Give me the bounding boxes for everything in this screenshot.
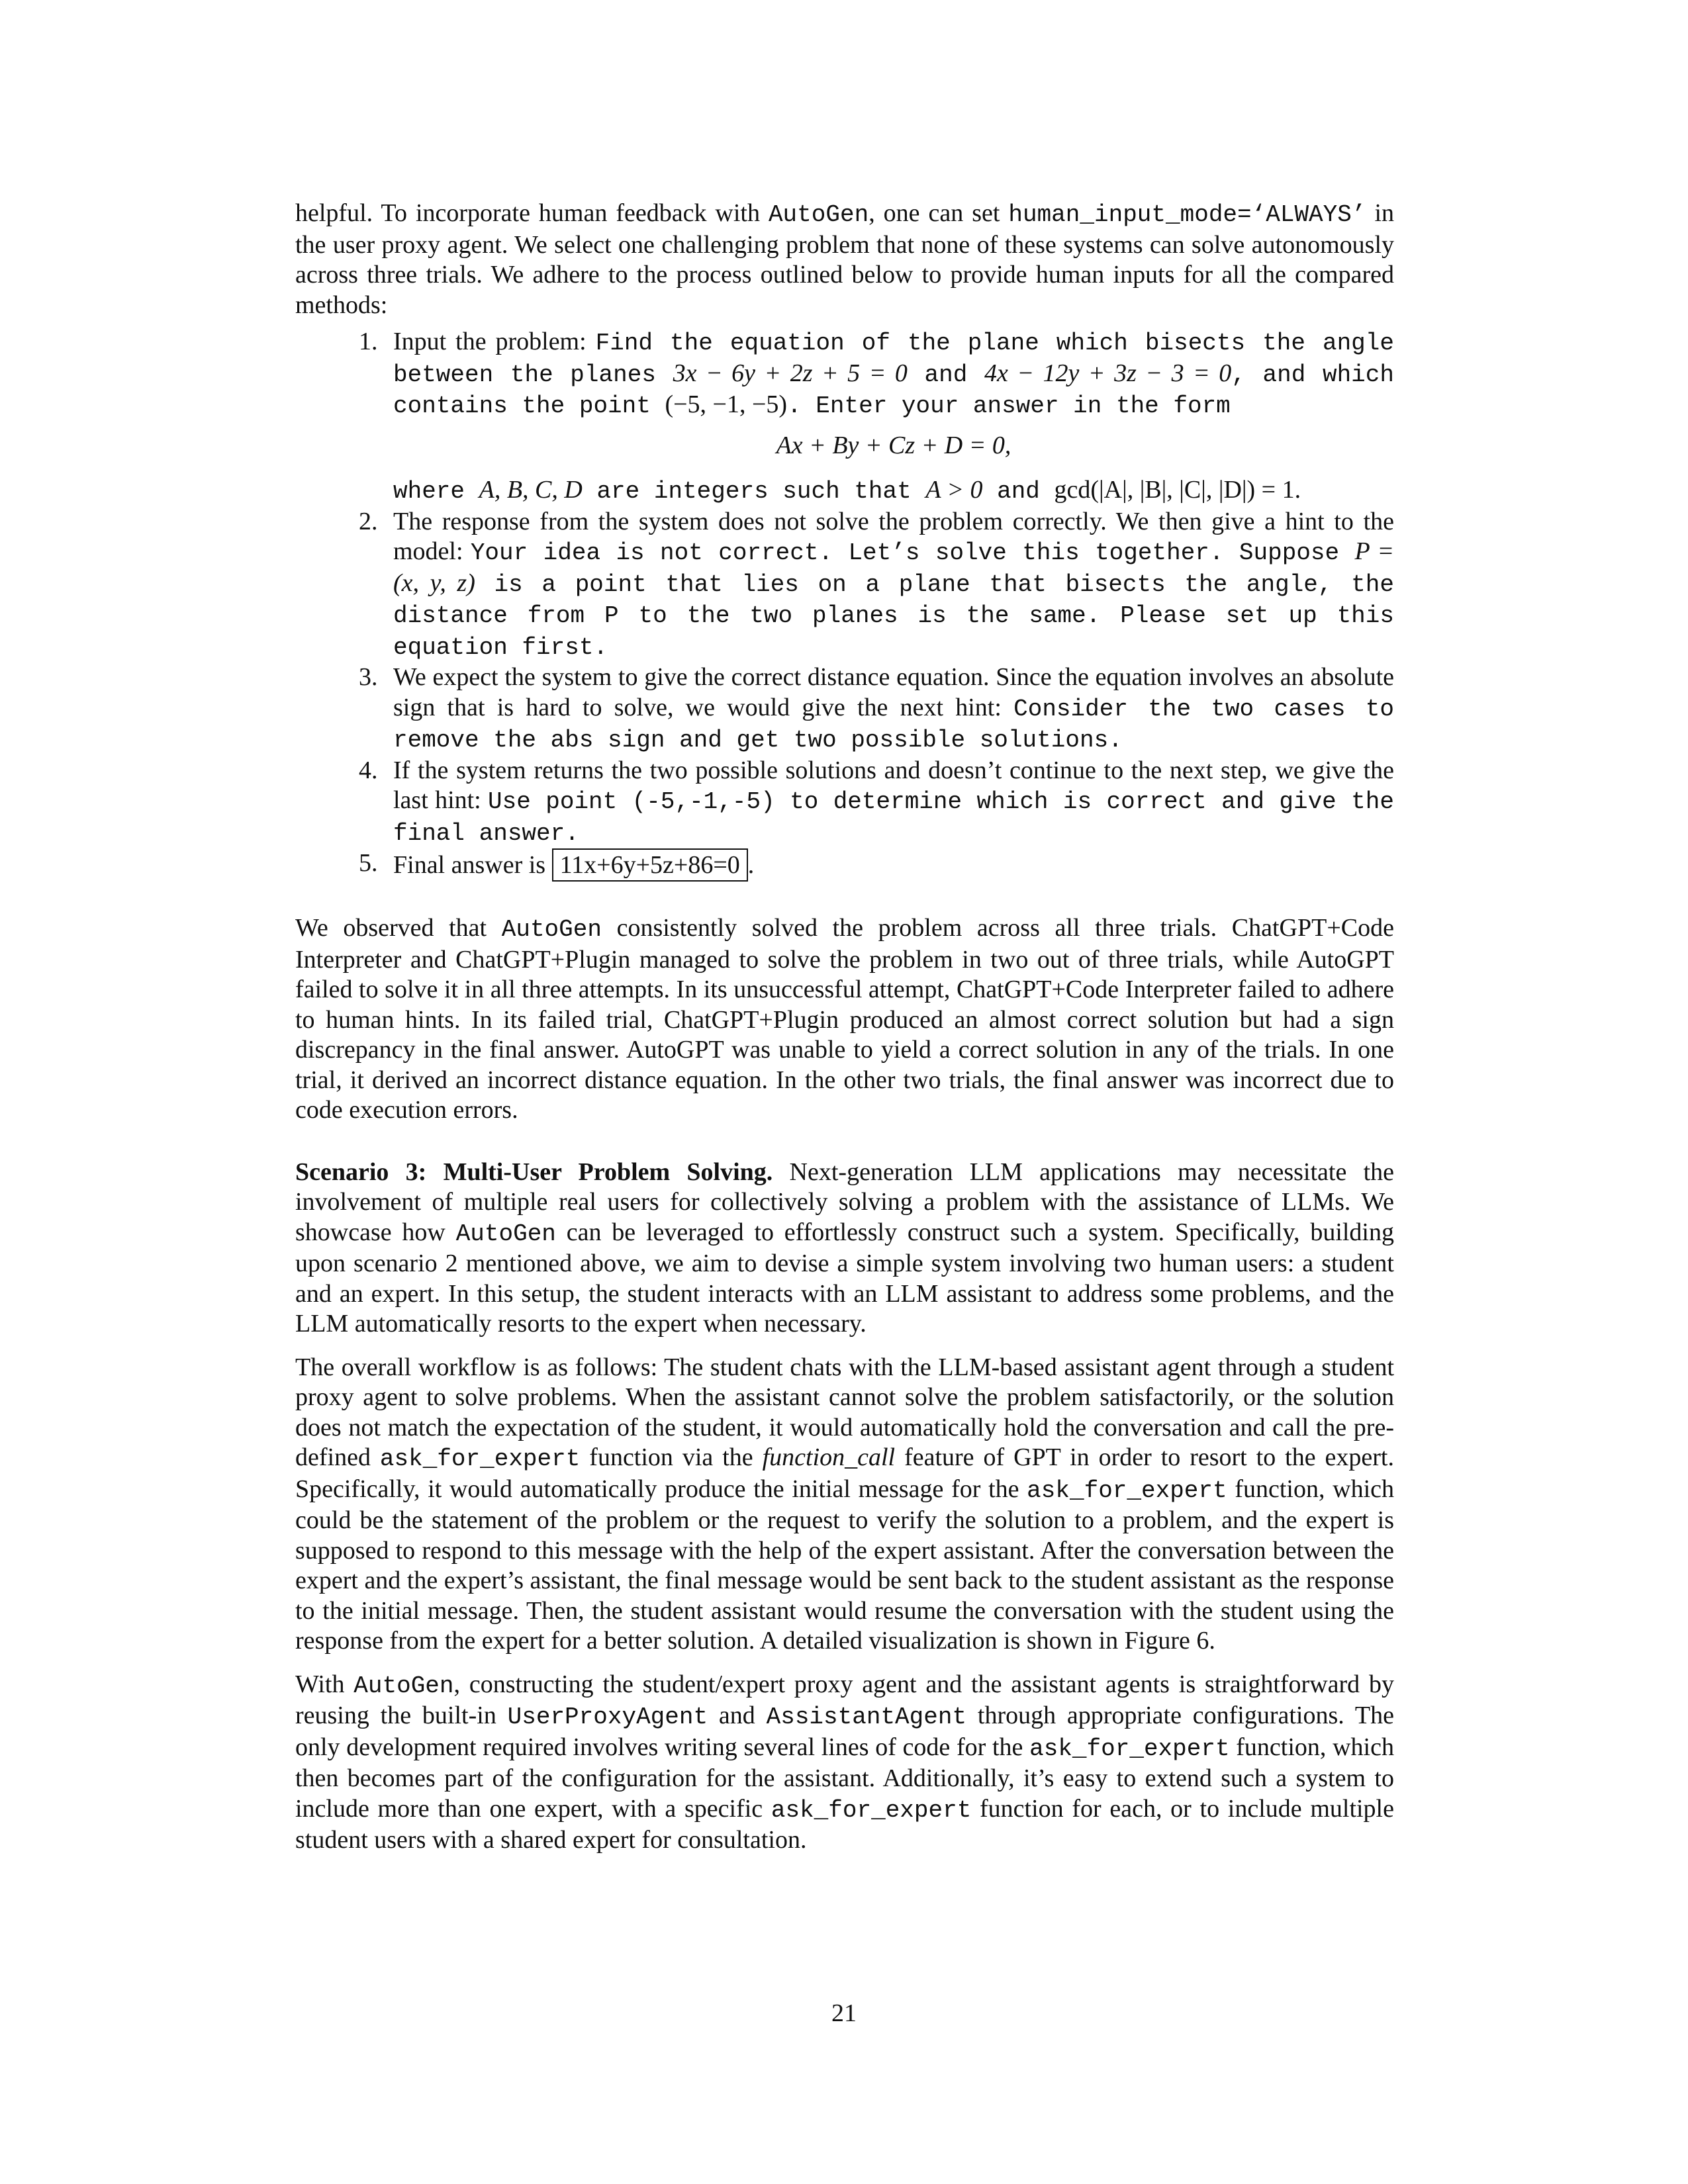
math-equation: 3x − 6y + 2z + 5 = 0 [673,359,908,387]
body-text: , constructing the student/expert proxy agent and the assistant agents is straightforward by reusing the built-in [295,1670,1394,1729]
code-autogen: AutoGen [768,201,869,228]
list-item-step-3 [295,662,1394,756]
body-text: With [295,1670,354,1698]
emphasis-function-call: function_call [762,1443,896,1471]
intro-paragraph [295,199,1394,320]
workflow-paragraph [295,1353,1394,1657]
math-point-definition: P = (x, y, z) [393,537,1394,597]
step-code: . Enter your answer in the form [787,392,1231,420]
body-text: Next-generation LLM applications may necessitate the involvement of multiple real users for collectively solving a problem with the assistance of LLMs. We showcase how [295,1158,1394,1246]
body-text: We observed that [295,914,502,942]
body-text: function, which then becomes part of the configuration for the assistant. Additionally, it’s easy to extend such a system to include more than one expert, with a specific [295,1733,1394,1823]
math-inequality: A > 0 [925,476,983,504]
code-autogen: AutoGen [455,1220,556,1248]
code-user-proxy-agent: UserProxyAgent [507,1704,708,1731]
list-number: 2. [359,507,378,535]
list-item-step-4 [295,756,1394,849]
code-ask-for-expert: ask_for_expert [1029,1735,1230,1762]
body-text: through appropriate configurations. The only development required involves writing several lines of code for the [295,1702,1394,1761]
step-text: Input the problem: [393,328,596,355]
code-ask-for-expert: ask_for_expert [1027,1477,1227,1504]
code-ask-for-expert: ask_for_expert [771,1796,972,1824]
step-text: If the system returns the two possible solutions and doesn’t continue to the next step, we give the last hint: [393,756,1394,814]
body-text: can be leveraged to effortlessly construct such a system. Specifically, building upon scenario 2 mentioned above, we aim to devise a simple system involving two human users: a student and an expert. In this setup, the student interacts with an LLM assistant to address some problems, and the LLM automatically resorts to the expert when necessary. [295,1218,1394,1338]
step-code: is a point that lies on a plane that bisects the angle, the distance from P to the two planes is the same. Please set up this equation first. [393,570,1394,661]
intro-text: in the user proxy agent. We select one challenging problem that none of these systems can solve autonomously across three trials. We adhere to the process outlined below to provide human inputs for all the compared methods: [295,199,1394,319]
step-code: and [982,478,1055,505]
display-equation: Ax + By + Cz + D = 0, [776,431,1011,459]
scenario3-heading: Scenario 3: Multi-User Problem Solving. [295,1158,773,1186]
math-point: (−5, −1, −5) [665,390,788,418]
math-equation: 4x − 12y + 3z − 3 = 0 [984,359,1232,387]
step-code: Your idea is not correct. Let’s solve this together. Suppose [470,539,1355,567]
code-human-input-mode: human_input_mode=‘ALWAYS’ [1008,201,1366,228]
math-variables: A, B, C, D [479,476,583,504]
step-code: are integers such that [582,478,926,505]
list-number: 5. [359,849,378,877]
body-text: The overall workflow is as follows: The student chats with the LLM-based assistant agent through a student proxy agent to solve problems. When the assistant cannot solve the problem satisfactorily, or the solution does not match the expectation of the student, it would automatically hold the conversation and call the pre-defined [295,1353,1394,1471]
body-text: consistently solved the problem across all three trials. ChatGPT+Code Interpreter and ChatGPT+Plugin managed to solve the problem in two out of three trials, while AutoGPT failed to solve it in all three attempts. In its unsuccessful attempt, ChatGPT+Code Interpreter failed to adhere to human hints. In its failed trial, ChatGPT+Plugin produced an almost correct solution but had a sign discrepancy in the final answer. AutoGPT was unable to yield a correct solution in any of the trials. In one trial, it derived an incorrect distance equation. In the other two trials, the final answer was incorrect due to code execution errors. [295,914,1394,1124]
list-number: 4. [359,756,378,784]
step-code: where [393,478,479,505]
intro-text: , one can set [868,199,1009,227]
code-ask-for-expert: ask_for_expert [379,1445,581,1473]
body-text: function via the [580,1443,763,1471]
step-text: Final answer is [393,851,552,879]
code-assistant-agent: AssistantAgent [766,1704,967,1731]
body-text: and [708,1702,767,1729]
paper-page [295,199,1394,1856]
step-text: We expect the system to give the correct distance equation. Since the equation involves an absolute sign that is hard to solve, we would give the next hint: [393,663,1394,721]
math-gcd: gcd(|A|, |B|, |C|, |D|) = 1. [1054,476,1301,504]
step-code: Consider the two cases to remove the abs sign and get two possible solutions. [393,695,1394,754]
list-item-step-5 [295,848,1394,882]
body-text: function, which could be the statement of the problem or the request to verify the solution to a problem, and the expert is supposed to respond to this message with the help of the expert assistant. After the conversation between the expert and the expert’s assistant, the final message would be sent back to the student assistant as the response to the initial message. Then, the student assistant would resume the conversation with the student using the response from the expert for a better solution. A detailed visualization is shown in Figure 6. [295,1475,1394,1655]
closing-paragraph [295,1670,1394,1856]
human-input-steps-list [295,327,1394,882]
scenario3-paragraph [295,1158,1394,1340]
list-item-step-1 [295,327,1394,507]
final-answer-box: 11x+6y+5z+86=0 [552,848,748,882]
code-autogen: AutoGen [353,1672,454,1700]
step-code: , and which contains the point [393,361,1394,420]
step-code: Use point (-5,-1,-5) to determine which is correct and give the final answer. [393,788,1394,847]
step-code: Find the equation of the plane which bisects the angle between the planes [393,330,1394,388]
body-text: function for each, or to include multiple student users with a shared expert for consultation. [295,1794,1394,1854]
intro-text: helpful. To incorporate human feedback with [295,199,769,227]
list-number: 1. [359,328,378,355]
body-text: feature of GPT in order to resort to the expert. Specifically, it would automatically produce the initial message for the [295,1443,1394,1503]
list-item-step-2 [295,507,1394,663]
observation-paragraph [295,913,1394,1126]
list-number: 3. [359,663,378,691]
step-text: . [747,851,755,879]
page-number: 21 [831,1999,857,2027]
step-text: The response from the system does not solve the problem correctly. We then give a hint to the model: [393,507,1394,565]
code-autogen: AutoGen [501,916,602,943]
step-code: and [907,361,984,388]
